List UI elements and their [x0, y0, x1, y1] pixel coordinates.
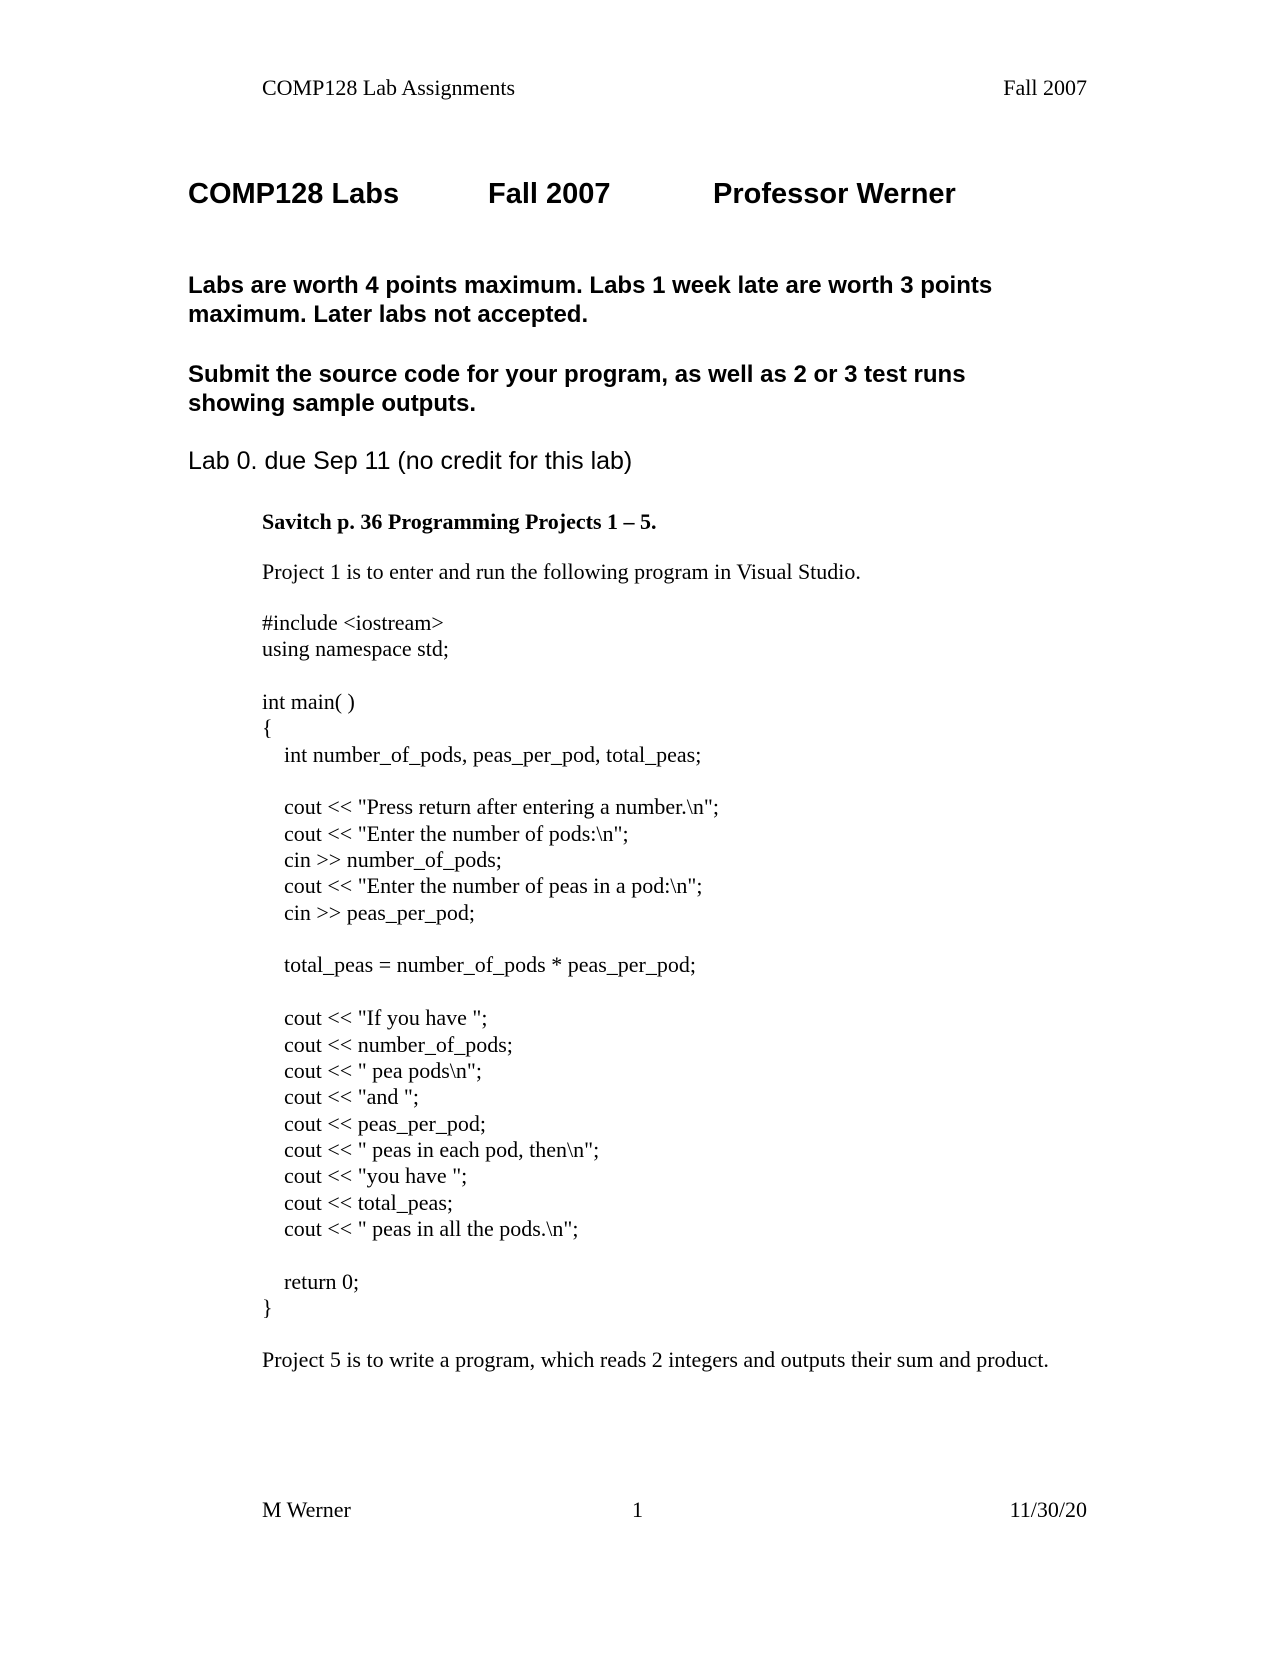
code-listing	[262, 610, 1162, 1321]
code-line: cout << peas_per_pod;	[262, 1110, 486, 1136]
code-line	[262, 926, 1162, 952]
code-line: cout << " peas in all the pods.\n";	[262, 1215, 579, 1241]
code-line: cout << "If you have ";	[262, 1005, 488, 1031]
code-line: cout << "Enter the number of peas in a pod:\n";	[262, 873, 703, 899]
code-line: cout << "Press return after entering a number.\n";	[262, 794, 719, 820]
code-line: {	[262, 715, 273, 741]
code-line: cout << total_peas;	[262, 1189, 453, 1215]
project5-description: Project 5 is to write a program, which reads 2 integers and outputs their sum and product.	[262, 1347, 1049, 1373]
code-line	[262, 663, 1162, 689]
code-line	[262, 979, 1162, 1005]
title-instructor: Professor Werner	[713, 178, 956, 210]
code-line: cout << "Enter the number of pods:\n";	[262, 820, 629, 846]
code-line	[262, 1242, 1162, 1268]
code-line: using namespace std;	[262, 636, 449, 662]
code-line: int main( )	[262, 689, 355, 715]
code-line: cin >> peas_per_pod;	[262, 899, 475, 925]
code-line: cout << "and ";	[262, 1084, 420, 1110]
running-header-title: COMP128 Lab Assignments	[262, 75, 516, 100]
footer-date: 11/30/20	[1009, 1497, 1087, 1522]
submission-notice: Submit the source code for your program, as well as 2 or 3 test runs showing sample outputs.	[188, 361, 966, 417]
project1-intro: Project 1 is to enter and run the following program in Visual Studio.	[262, 559, 861, 584]
running-header-term: Fall 2007	[1003, 75, 1087, 100]
grading-notice: Labs are worth 4 points maximum. Labs 1 week late are worth 3 points maximum. Later labs not accepted.	[188, 272, 993, 328]
code-line: #include <iostream>	[262, 610, 444, 635]
footer-page-number: 1	[632, 1497, 643, 1522]
code-line: total_peas = number_of_pods * peas_per_pod;	[262, 952, 696, 978]
footer-author: M Werner	[262, 1497, 351, 1522]
lab-heading: Lab 0. due Sep 11 (no credit for this lab)	[188, 447, 633, 475]
code-line: return 0;	[262, 1268, 360, 1294]
assignment-line: Savitch p. 36 Programming Projects 1 – 5.	[262, 509, 657, 534]
code-line: cout << "you have ";	[262, 1163, 468, 1189]
document-title	[188, 178, 956, 211]
code-line: cout << " pea pods\n";	[262, 1057, 482, 1083]
lab-body	[262, 509, 1162, 1373]
code-line: cout << number_of_pods;	[262, 1031, 513, 1057]
code-line: int number_of_pods, peas_per_pod, total_peas;	[262, 741, 702, 767]
code-line: }	[262, 1294, 273, 1320]
code-line: cout << " peas in each pod, then\n";	[262, 1136, 600, 1162]
title-course: COMP128 Labs	[188, 178, 400, 210]
code-line	[262, 768, 1162, 794]
code-line: cin >> number_of_pods;	[262, 847, 502, 873]
title-term: Fall 2007	[488, 178, 611, 210]
